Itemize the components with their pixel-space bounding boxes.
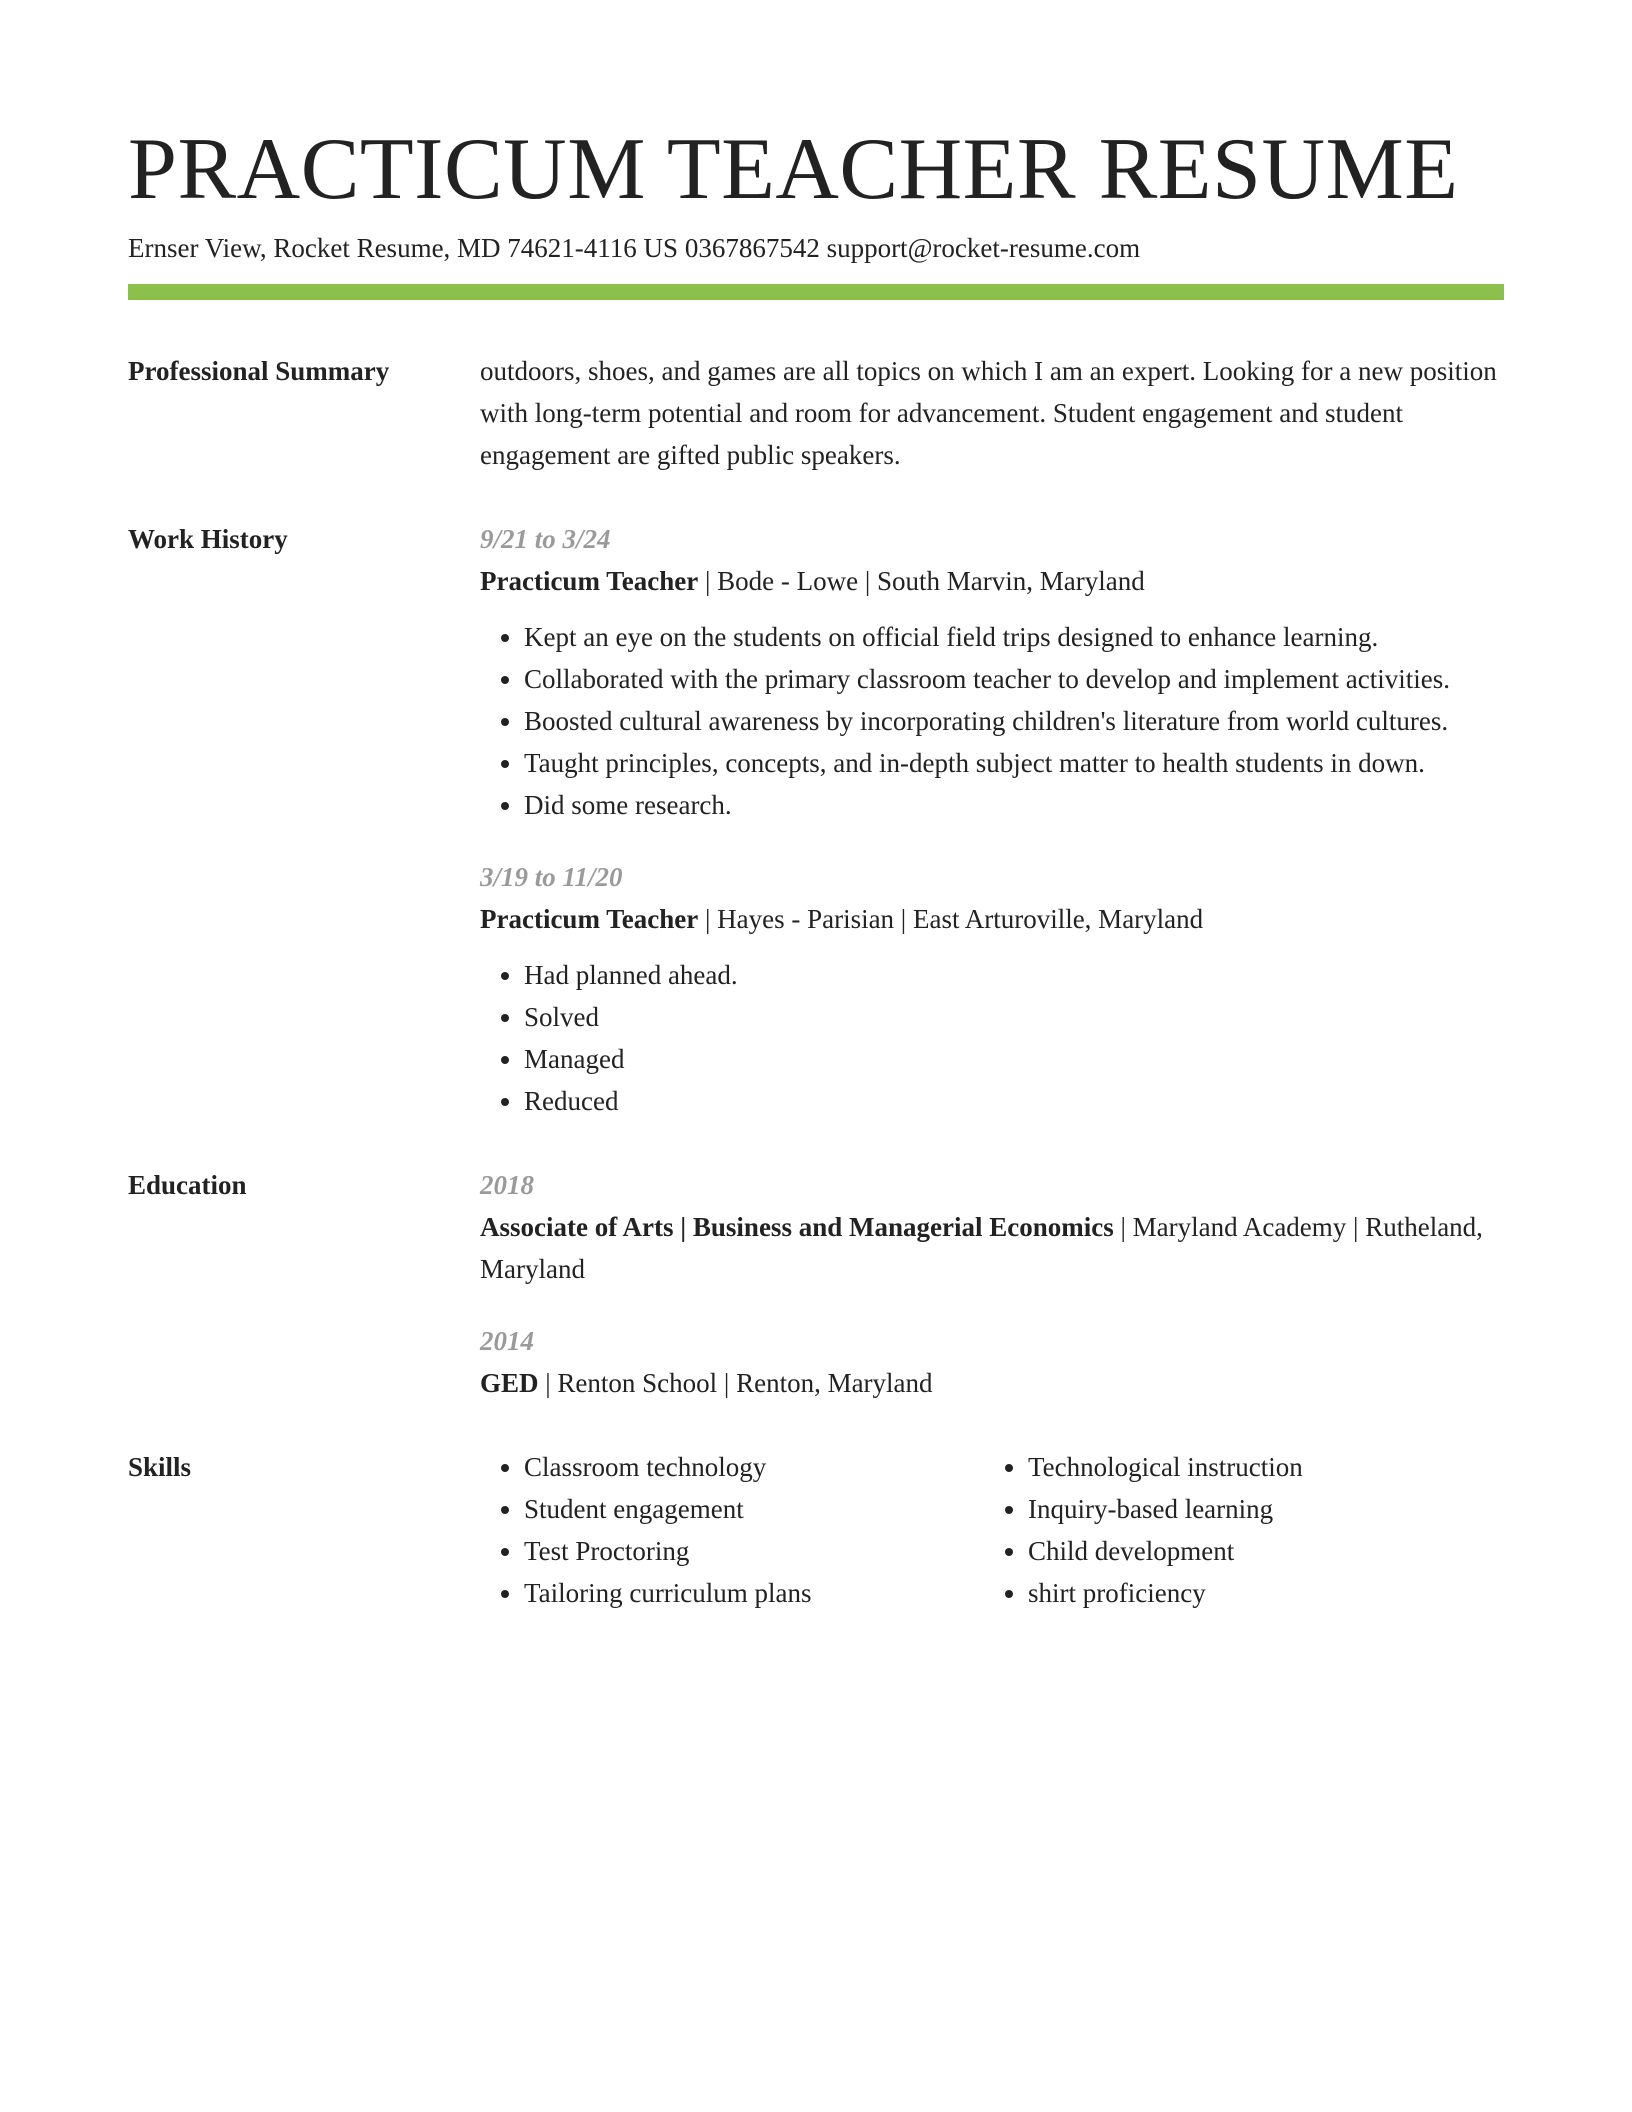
job-dates: 9/21 to 3/24 [480, 524, 611, 554]
job-role-line [480, 560, 1504, 602]
skills-list-left [480, 1446, 984, 1614]
job-title: Practicum Teacher [480, 904, 699, 934]
summary-heading: Professional Summary [128, 356, 390, 386]
skill-item: • Child development [1028, 1530, 1528, 1572]
work-history-heading: Work History [128, 524, 288, 554]
skill-item: • shirt proficiency [1028, 1572, 1528, 1614]
skill-item: • Student engagement [524, 1488, 984, 1530]
work-history-section [128, 518, 1504, 1122]
summary-text: outdoors, shoes, and games are all topics on which I am an expert. Looking for a new position with long-term potential and room for advancement. Student engagement and student engagement are gifted public speakers. [480, 356, 1497, 470]
resume-title: PRACTICUM TEACHER RESUME [128, 121, 1459, 218]
education-heading: Education [128, 1170, 247, 1200]
job-bullet: • Solved [524, 996, 1504, 1038]
contact-phone: 0367867542 [684, 233, 820, 263]
job-bullet: • Did some research. [524, 784, 1504, 826]
education-year: 2014 [480, 1326, 534, 1356]
contact-line [128, 230, 1504, 266]
education-details: | Renton School | Renton, Maryland [538, 1368, 933, 1398]
job-entry [480, 856, 1504, 1122]
job-dates: 3/19 to 11/20 [480, 862, 623, 892]
skill-item: • Tailoring curriculum plans [524, 1572, 984, 1614]
skill-item: • Technological instruction [1028, 1446, 1528, 1488]
job-details: | Hayes - Parisian | East Arturoville, Maryland [698, 904, 1204, 934]
job-details: | Bode - Lowe | South Marvin, Maryland [698, 566, 1145, 596]
skill-item: • Classroom technology [524, 1446, 984, 1488]
skills-heading: Skills [128, 1452, 192, 1482]
education-entry [480, 1320, 1504, 1404]
contact-email: support@rocket-resume.com [826, 233, 1141, 263]
job-role-line [480, 898, 1504, 940]
resume-page [128, 120, 1504, 1614]
education-line [480, 1362, 1504, 1404]
education-details: | Maryland Academy | Rutheland, Maryland [480, 1212, 1483, 1284]
job-bullet: • Taught principles, concepts, and in-depth subject matter to health students in down. [524, 742, 1504, 784]
job-bullet: • Kept an eye on the students on official field trips designed to enhance learning. [524, 616, 1504, 658]
job-bullet: • Collaborated with the primary classroom teacher to develop and implement activities. [524, 658, 1504, 700]
summary-section [128, 350, 1504, 476]
job-bullet: • Had planned ahead. [524, 954, 1504, 996]
education-degree: Associate of Arts | Business and Managerial Economics [480, 1212, 1114, 1242]
job-bullets [480, 954, 1504, 1122]
education-degree: GED [480, 1368, 539, 1398]
job-title: Practicum Teacher [480, 566, 699, 596]
job-entry [480, 518, 1504, 826]
skills-columns [480, 1446, 1528, 1614]
education-entry [480, 1164, 1504, 1290]
job-bullet: • Reduced [524, 1080, 1504, 1122]
skill-item: • Test Proctoring [524, 1530, 984, 1572]
education-section [128, 1164, 1504, 1404]
skills-list-right [984, 1446, 1528, 1614]
job-bullet: • Boosted cultural awareness by incorporating children's literature from world cultures. [524, 700, 1504, 742]
education-line [480, 1206, 1504, 1290]
skills-section [128, 1446, 1504, 1614]
skill-item: • Inquiry-based learning [1028, 1488, 1528, 1530]
header-divider [128, 284, 1504, 300]
job-bullet: • Managed [524, 1038, 1504, 1080]
education-year: 2018 [480, 1170, 534, 1200]
contact-address: Ernser View, Rocket Resume, MD 74621-4116 US [128, 233, 679, 263]
job-bullets [480, 616, 1504, 826]
